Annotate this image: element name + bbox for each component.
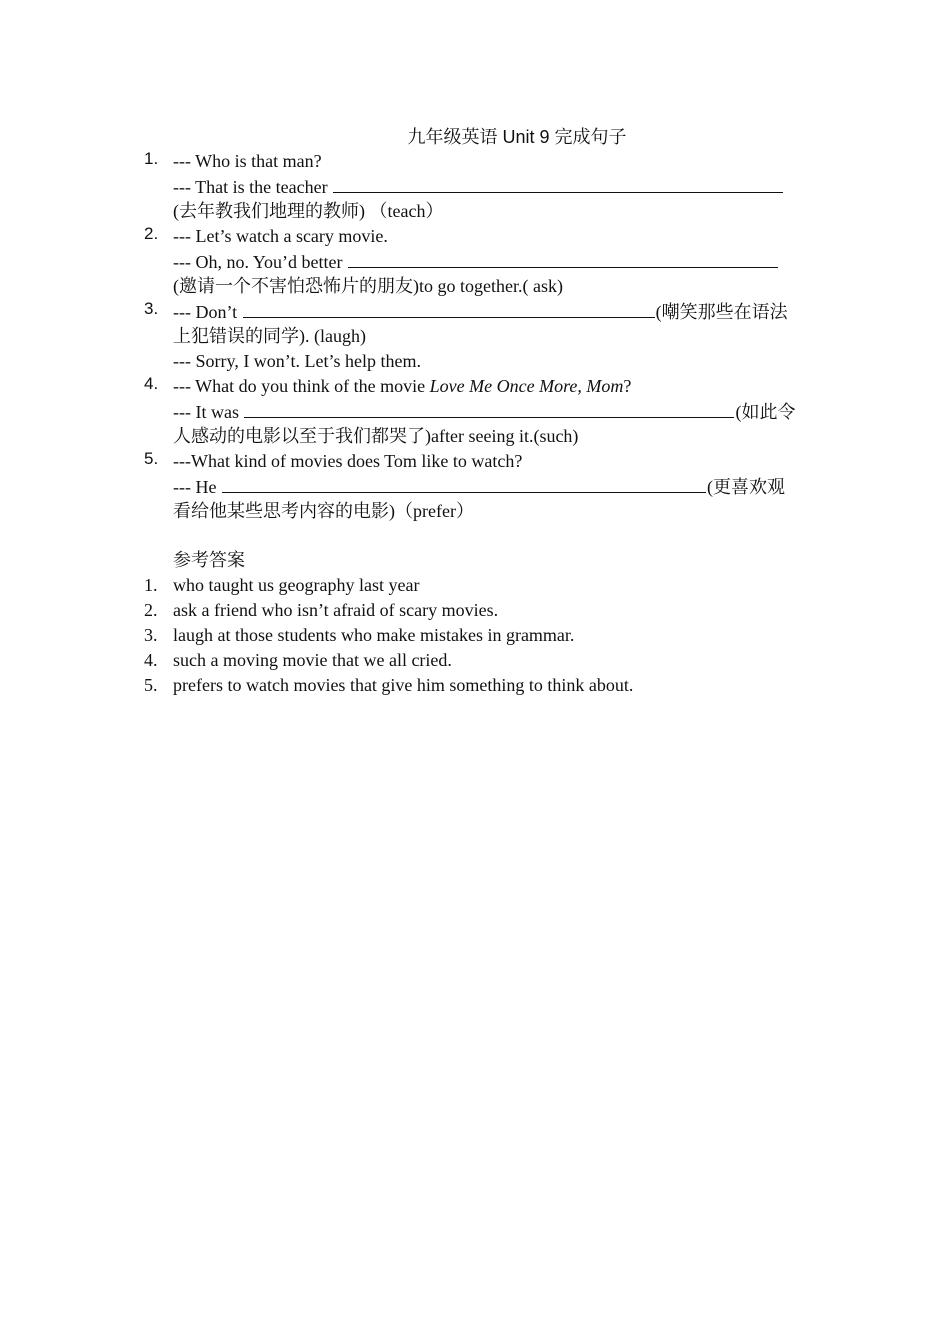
question-line xyxy=(173,399,806,424)
answer-number: 1. xyxy=(144,575,158,595)
answer-blank[interactable] xyxy=(244,399,734,418)
question-item xyxy=(144,299,806,374)
answer-text: ask a friend who isn’t afraid of scary movies. xyxy=(173,600,499,620)
question-line xyxy=(173,324,806,349)
question-line xyxy=(173,174,806,199)
question-text: --- Who is that man? xyxy=(173,151,322,171)
question-line xyxy=(173,424,806,449)
question-item xyxy=(144,224,806,299)
question-hint: (邀请一个不害怕恐怖片的朋友)to go together.( ask) xyxy=(173,276,563,296)
answers-heading: 参考答案 xyxy=(173,550,245,570)
question-line xyxy=(173,274,806,299)
answer-item xyxy=(144,648,806,673)
answer-number: 3. xyxy=(144,625,158,645)
question-text: --- That is the teacher xyxy=(173,177,328,197)
question-hint: 看给他某些思考内容的电影)（prefer） xyxy=(173,501,474,521)
question-line xyxy=(173,449,806,474)
question-hint: (嘲笑那些在语法 xyxy=(655,302,788,322)
question-text: --- He xyxy=(173,477,217,497)
question-line xyxy=(173,224,806,249)
question-line xyxy=(173,149,806,174)
question-text: ---What kind of movies does Tom like to watch? xyxy=(173,451,523,471)
answer-blank[interactable] xyxy=(348,249,778,268)
question-line xyxy=(173,299,806,324)
answer-item xyxy=(144,623,806,648)
question-text: --- Oh, no. You’d better xyxy=(173,252,343,272)
question-hint: 人感动的电影以至于我们都哭了)after seeing it.(such) xyxy=(173,426,579,446)
question-text: --- Don’t xyxy=(173,302,238,322)
answer-text: laugh at those students who make mistakes in grammar. xyxy=(173,625,575,645)
answer-item xyxy=(144,673,806,698)
question-hint: (去年教我们地理的教师) （teach） xyxy=(173,201,444,221)
question-line xyxy=(173,474,806,499)
question-number: 4. xyxy=(144,374,159,393)
question-item xyxy=(144,449,806,524)
answer-number: 2. xyxy=(144,600,158,620)
question-text: --- Sorry, I won’t. Let’s help them. xyxy=(173,351,421,371)
answer-item xyxy=(144,598,806,623)
question-line xyxy=(173,199,806,224)
question-text: --- What do you think of the movie xyxy=(173,376,430,396)
question-line xyxy=(173,349,806,374)
question-text: --- Let’s watch a scary movie. xyxy=(173,226,388,246)
page-title: 九年级英语 Unit 9 完成句子 xyxy=(407,127,627,147)
question-hint: 上犯错误的同学). (laugh) xyxy=(173,326,366,346)
question-text: ? xyxy=(623,376,632,396)
question-hint: (更喜欢观 xyxy=(706,477,785,497)
question-text: --- It was xyxy=(173,402,239,422)
answer-list xyxy=(144,573,806,698)
question-number: 5. xyxy=(144,449,159,468)
question-line xyxy=(173,374,806,399)
movie-title: Love Me Once More, Mom xyxy=(429,376,624,396)
question-list xyxy=(144,149,806,524)
question-number: 1. xyxy=(144,149,159,168)
question-line xyxy=(173,499,806,524)
question-item xyxy=(144,374,806,449)
answer-number: 4. xyxy=(144,650,158,670)
answer-item xyxy=(144,573,806,598)
answer-text: who taught us geography last year xyxy=(173,575,420,595)
answer-text: such a moving movie that we all cried. xyxy=(173,650,452,670)
question-number: 2. xyxy=(144,224,159,243)
question-line xyxy=(173,249,806,274)
question-hint: (如此令 xyxy=(735,402,796,422)
question-number: 3. xyxy=(144,299,159,318)
answer-blank[interactable] xyxy=(333,174,783,193)
answer-blank[interactable] xyxy=(243,299,655,318)
answer-text: prefers to watch movies that give him something to think about. xyxy=(173,675,634,695)
question-item xyxy=(144,149,806,224)
answer-number: 5. xyxy=(144,675,158,695)
answer-blank[interactable] xyxy=(222,474,706,493)
